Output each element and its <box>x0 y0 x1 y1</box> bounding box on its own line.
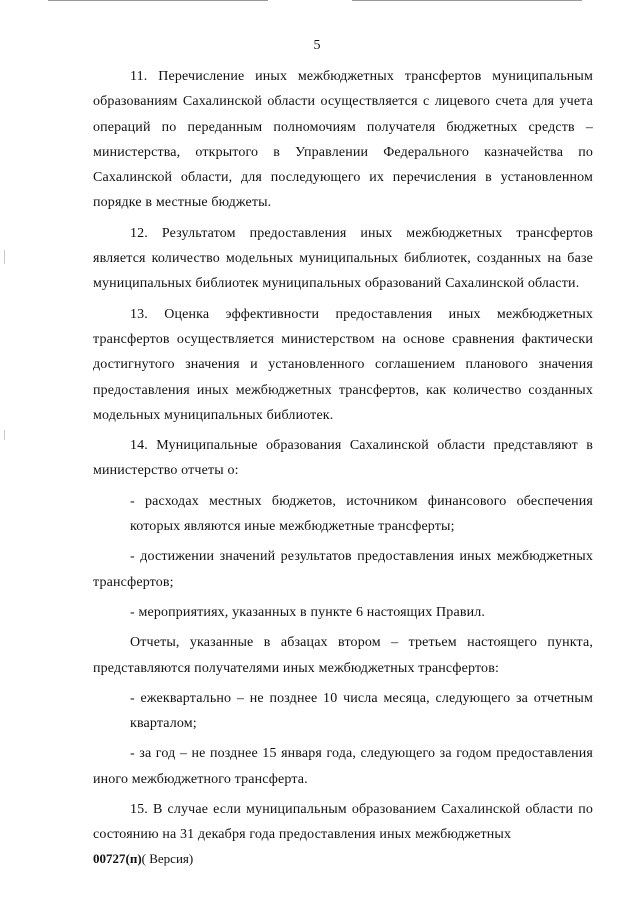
list-item: - расходах местных бюджетов, источником финансового обеспечения которых являются иные межбюджетные трансферты; <box>130 493 593 535</box>
list-item: - за год – не позднее 15 января года, следующего за годом предоставления иного межбюджетного трансферта. <box>93 746 593 787</box>
list-item: - достижении значений результатов предоставления иных межбюджетных трансфертов; <box>93 549 593 590</box>
list-item: - ежеквартально – не позднее 10 числа месяца, следующего за отчетным кварталом; <box>130 690 593 732</box>
paragraph-13: 13. Оценка эффективности предоставления иных межбюджетных трансфертов осуществляется министерством на основе сравнения фактически достигнутого значения и установленного соглашением планового значения предоставления иных межбюджетных трансфертов, как количество созданных модельных муниципальных библиотек. <box>93 306 593 423</box>
top-border-line <box>48 0 268 1</box>
scan-mark <box>4 430 5 440</box>
scan-mark <box>4 250 5 264</box>
document-footer <box>93 851 193 867</box>
paragraph-15: 15. В случае если муниципальным образованием Сахалинской области по состоянию на 31 декабря года предоставления иных межбюджетных <box>93 802 593 843</box>
page-number: 5 <box>313 38 321 53</box>
document-version: ( Версия) <box>141 851 194 866</box>
top-border-line <box>352 0 582 1</box>
paragraph-12: 12. Результатом предоставления иных межбюджетных трансфертов является количество модельных муниципальных библиотек, созданных на базе муниципальных библиотек муниципальных образований Сахалинской области. <box>93 225 593 292</box>
paragraph: Отчеты, указанные в абзацах втором – третьем настоящего пункта, представляются получателями иных межбюджетных трансфертов: <box>93 635 593 676</box>
paragraph-14: 14. Муниципальные образования Сахалинской области представляют в министерство отчеты о: <box>93 438 593 479</box>
document-body <box>93 64 593 853</box>
list-item: - мероприятиях, указанных в пункте 6 настоящих Правил. <box>130 604 486 620</box>
document-code: 00727(п) <box>93 851 142 866</box>
paragraph-11: 11. Перечисление иных межбюджетных трансфертов муниципальным образованиям Сахалинской области осуществляется с лицевого счета для учета операций по переданным полномочиям получателя бюджетных средств – министерства, открытого в Управлении Федерального казначейства по Сахалинской области, для последующего их перечисления в установленном порядке в местные бюджеты. <box>93 69 593 211</box>
